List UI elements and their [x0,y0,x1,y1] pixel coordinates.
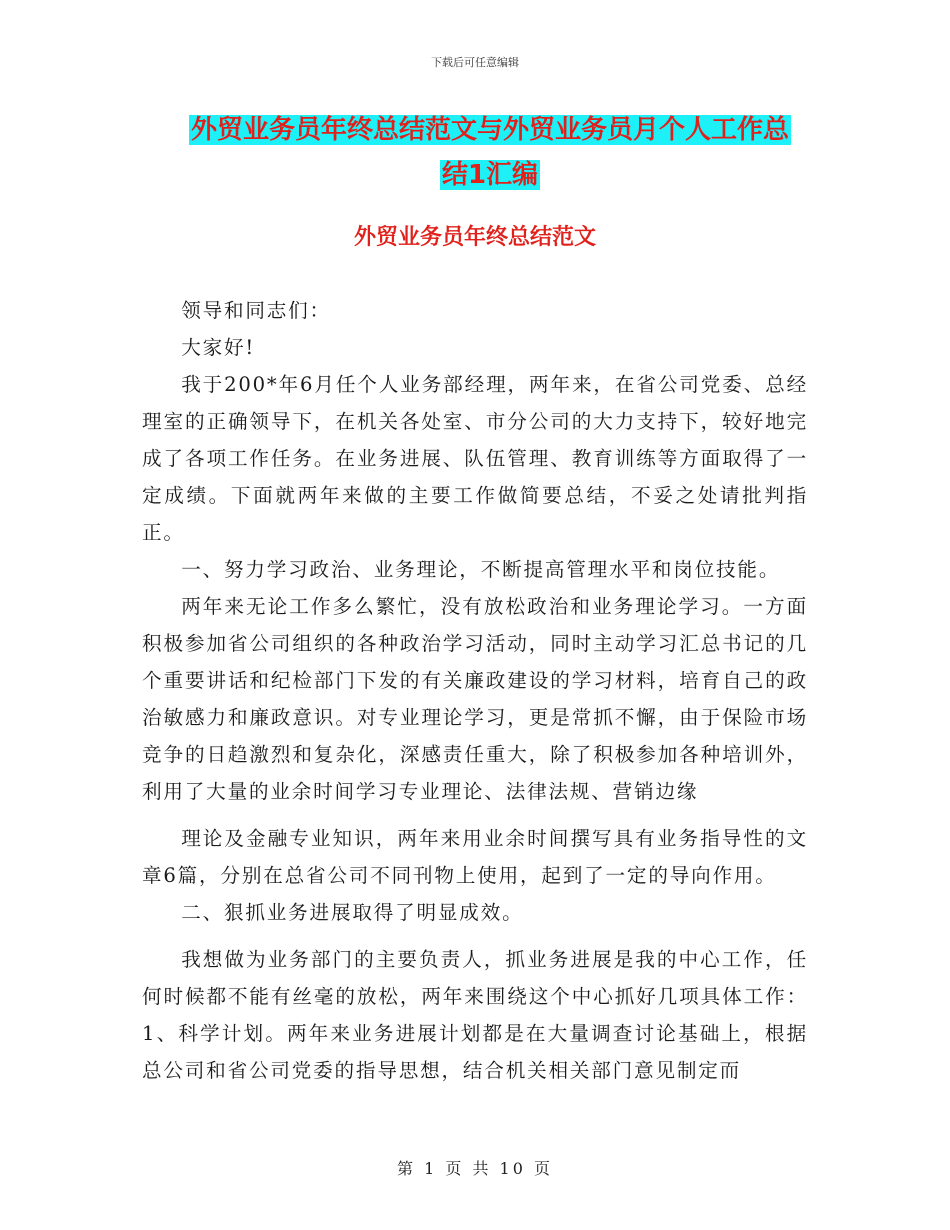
document-body [142,292,808,1089]
paragraph: 两年来无论工作多么繁忙，没有放松政治和业务理论学习。一方面积极参加省公司组织的各种政治学习活动，同时主动学习汇总书记的几个重要讲话和纪检部门下发的有关廉政建设的学习材料，培育自己的政治敏感力和廉政意识。对专业理论学习，更是常抓不懈，由于保险市场竞争的日趋激烈和复杂化，深感责任重大，除了积极参加各种培训外，利用了大量的业余时间学习专业理论、法律法规、营销边缘 [142,595,808,803]
paragraph: 一、努力学习政治、业务理论，不断提高管理水平和岗位技能。 [181,558,781,581]
header-note: 下载后可任意编辑 [431,56,519,69]
paragraph: 理论及金融专业知识，两年来用业余时间撰写具有业务指导性的文章6篇，分别在总省公司不同刊物上使用，起到了一定的导向作用。 [142,827,808,887]
section-title: 外贸业务员年终总结范文 [353,225,596,250]
paragraph: 我于200*年6月任个人业务部经理，两年来，在省公司党委、总经理室的正确领导下，在机关各处室、市分公司的大力支持下，较好地完成了各项工作任务。在业务进展、队伍管理、教育训练等方面取得了一定成绩。下面就两年来做的主要工作做简要总结，不妥之处请批判指正。 [142,373,808,544]
paragraph: 大家好! [181,336,256,359]
document-title [140,108,840,198]
page-number-footer: 第 1 页 共 10 页 [397,1159,553,1178]
paragraph: 我想做为业务部门的主要负责人，抓业务进展是我的中心工作，任何时候都不能有丝毫的放松，两年来围绕这个中心抓好几项具体工作：1、科学计划。两年来业务进展计划都是在大量调查讨论基础上，根据总公司和省公司党委的指导思想，结合机关相关部门意见制定而 [142,948,808,1082]
paragraph: 领导和同志们： [181,299,331,322]
document-title-line2: 结1汇编 [441,160,539,190]
document-title-line1: 外贸业务员年终总结范文与外贸业务员月个人工作总 [190,115,789,145]
paragraph: 二、狠抓业务进展取得了明显成效。 [181,901,524,924]
